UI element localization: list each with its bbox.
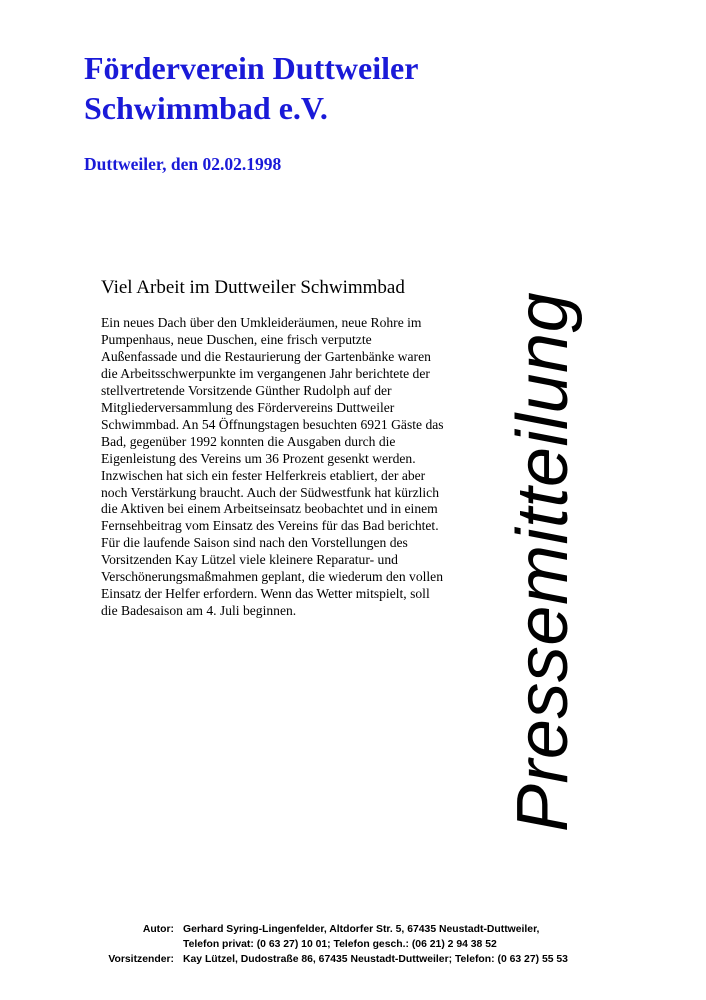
author-label: Autor: <box>142 924 174 935</box>
article-line: die Aktiven bei einem Arbeitseinsatz beobachtet und in einem <box>101 501 438 517</box>
article-line: die Badesaison am 4. Juli beginnen. <box>101 603 297 619</box>
article-line: Eigenleistung des Vereins um 36 Prozent gesenkt werden. <box>101 450 416 466</box>
author-row <box>60 922 700 937</box>
article-line: Verschönerungsmaßmahmen geplant, die wiederum den vollen <box>101 569 444 585</box>
article-line: stellvertretende Vorsitzende Günther Rudolph auf der <box>101 382 392 398</box>
chair-contact: Kay Lützel, Dudostraße 86, 67435 Neustadt-Duttweiler; Telefon: (0 63 27) 55 53 <box>183 954 568 965</box>
article-line: Inzwischen hat sich ein fester Helferkreis etabliert, der aber <box>101 467 426 483</box>
chair-label: Vorsitzender: <box>108 954 174 965</box>
footer-label-spacer <box>60 937 183 952</box>
organization-name-line-2: Schwimmbad e.V. <box>84 90 328 126</box>
article-line: Außenfassade und die Restaurierung der Gartenbänke waren <box>101 348 431 364</box>
article-line: die Arbeitsschwerpunkte im vergangenen Jahr berichtete der <box>101 365 430 381</box>
article-line: Schwimmbad. An 54 Öffnungstagen besuchten 6921 Gäste das <box>101 416 444 432</box>
article-line: Vorsitzenden Kay Lützel viele kleinere Reparatur- und <box>101 552 398 568</box>
article-line: Mitgliederversammlung des Fördervereins Duttweiler <box>101 399 395 415</box>
author-address: Gerhard Syring-Lingenfelder, Altdorfer Str. 5, 67435 Neustadt-Duttweiler, <box>183 924 540 935</box>
article-line: noch Verstärkung braucht. Auch der Südwestfunk hat kürzlich <box>101 484 439 500</box>
article-line: Pumpenhaus, neue Duschen, eine frisch verputzte <box>101 331 372 347</box>
author-phone: Telefon privat: (0 63 27) 10 01; Telefon gesch.: (06 21) 2 94 38 52 <box>183 939 497 950</box>
article-headline: Viel Arbeit im Duttweiler Schwimmbad <box>101 277 405 298</box>
organization-name-line-1: Förderverein Duttweiler <box>84 50 419 86</box>
article-line: Ein neues Dach über den Umkleideräumen, neue Rohre im <box>101 315 422 330</box>
author-phone-row <box>60 937 700 952</box>
date-line: Duttweiler, den 02.02.1998 <box>84 154 282 174</box>
organization-name <box>84 48 418 128</box>
article-body <box>101 315 471 620</box>
contact-footer <box>60 922 700 967</box>
press-release-title-text: Pressemitteilung <box>503 291 583 833</box>
article-line: Einsatz der Helfer erfordern. Wenn das Wetter mitspielt, soll <box>101 586 430 602</box>
article-line: Bad, gegenüber 1992 konnten die Ausgaben durch die <box>101 433 396 449</box>
article-line: Für die laufende Saison sind nach den Vorstellungen des <box>101 535 408 551</box>
chair-row <box>60 952 700 967</box>
article-line: Fernsehbeitrag vom Einsatz des Vereins für das Bad berichtet. <box>101 518 439 534</box>
